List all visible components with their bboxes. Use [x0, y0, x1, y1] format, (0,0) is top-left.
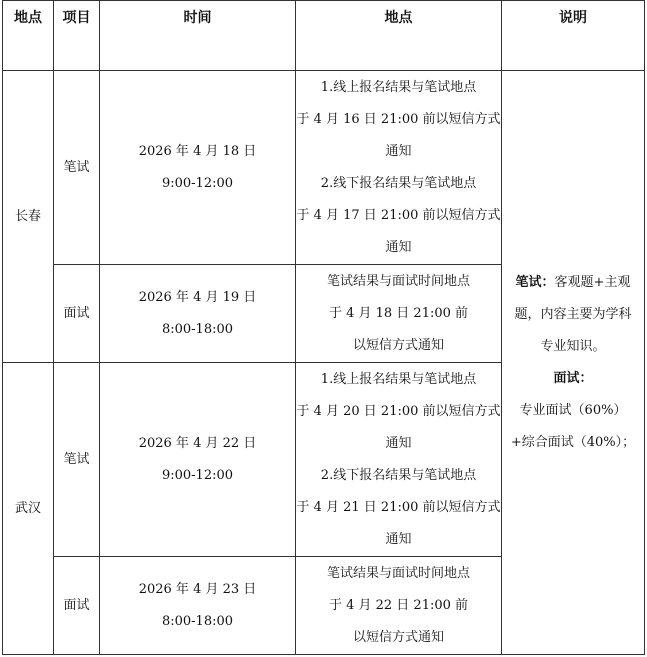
place-line: 笔试结果与面试时间地点: [326, 565, 470, 581]
exam-hours: 8:00-18:00: [161, 321, 234, 337]
place-line: 于 4 月 17 日 21:00 前以短信方式: [296, 207, 501, 223]
exam-hours: 8:00-18:00: [161, 613, 234, 629]
note-interview-label: 面试：: [553, 370, 593, 386]
table-row: [3, 71, 645, 265]
place-line: 2.线下报名结果与笔试地点: [320, 467, 477, 483]
place-line: 1.线上报名结果与笔试地点: [320, 79, 477, 95]
time-cell: [100, 71, 296, 265]
header-time: 时间: [100, 1, 296, 71]
note-written-text: 专业知识。: [540, 338, 606, 354]
place-line: 通知: [385, 143, 412, 159]
note-written-label: 笔试：: [515, 274, 555, 290]
place-line: 于 4 月 22 日 21:00 前: [328, 597, 469, 613]
place-line: 以短信方式通知: [352, 337, 444, 353]
header-item: 项目: [54, 1, 100, 71]
item-label: 面试: [54, 265, 100, 363]
note-interview-text: +综合面试（40%）；: [510, 434, 636, 450]
header-location: 地点: [3, 1, 54, 71]
exam-date: 2026 年 4 月 23 日: [138, 581, 257, 597]
time-cell: [100, 265, 296, 363]
header-note: 说明: [502, 1, 645, 71]
note-interview: [502, 363, 644, 427]
place-cell: [296, 557, 502, 655]
exam-date: 2026 年 4 月 22 日: [138, 435, 257, 451]
city-wuhan: 武汉: [3, 363, 54, 655]
exam-schedule-table: [2, 0, 645, 655]
place-line: 通知: [385, 239, 412, 255]
note-interview-text: 专业面试（60%）: [519, 402, 627, 418]
note-written-text: 客观题+主观: [554, 274, 631, 290]
exam-date: 2026 年 4 月 19 日: [138, 289, 257, 305]
place-line: 通知: [385, 435, 412, 451]
place-line: 于 4 月 16 日 21:00 前以短信方式: [296, 111, 501, 127]
place-line: 于 4 月 21 日 21:00 前以短信方式: [296, 499, 501, 515]
place-line: 2.线下报名结果与笔试地点: [320, 175, 477, 191]
place-cell: [296, 265, 502, 363]
place-line: 于 4 月 20 日 21:00 前以短信方式: [296, 403, 501, 419]
header-place: 地点: [296, 1, 502, 71]
place-line: 以短信方式通知: [352, 629, 444, 645]
note-written: [502, 267, 644, 299]
place-line: 通知: [385, 531, 412, 547]
item-label: 笔试: [54, 363, 100, 557]
time-cell: [100, 363, 296, 557]
item-label: 面试: [54, 557, 100, 655]
note-written-text: 题，内容主要为学科: [514, 306, 632, 322]
exam-date: 2026 年 4 月 18 日: [138, 143, 257, 159]
place-line: 笔试结果与面试时间地点: [326, 273, 470, 289]
note-cell: [502, 71, 645, 655]
exam-hours: 9:00-12:00: [161, 175, 234, 191]
place-line: 于 4 月 18 日 21:00 前: [328, 305, 469, 321]
place-line: 1.线上报名结果与笔试地点: [320, 371, 477, 387]
item-label: 笔试: [54, 71, 100, 265]
header-row: [3, 1, 645, 71]
time-cell: [100, 557, 296, 655]
city-changchun: 长春: [3, 71, 54, 363]
place-cell: [296, 363, 502, 557]
place-cell: [296, 71, 502, 265]
exam-hours: 9:00-12:00: [161, 467, 234, 483]
